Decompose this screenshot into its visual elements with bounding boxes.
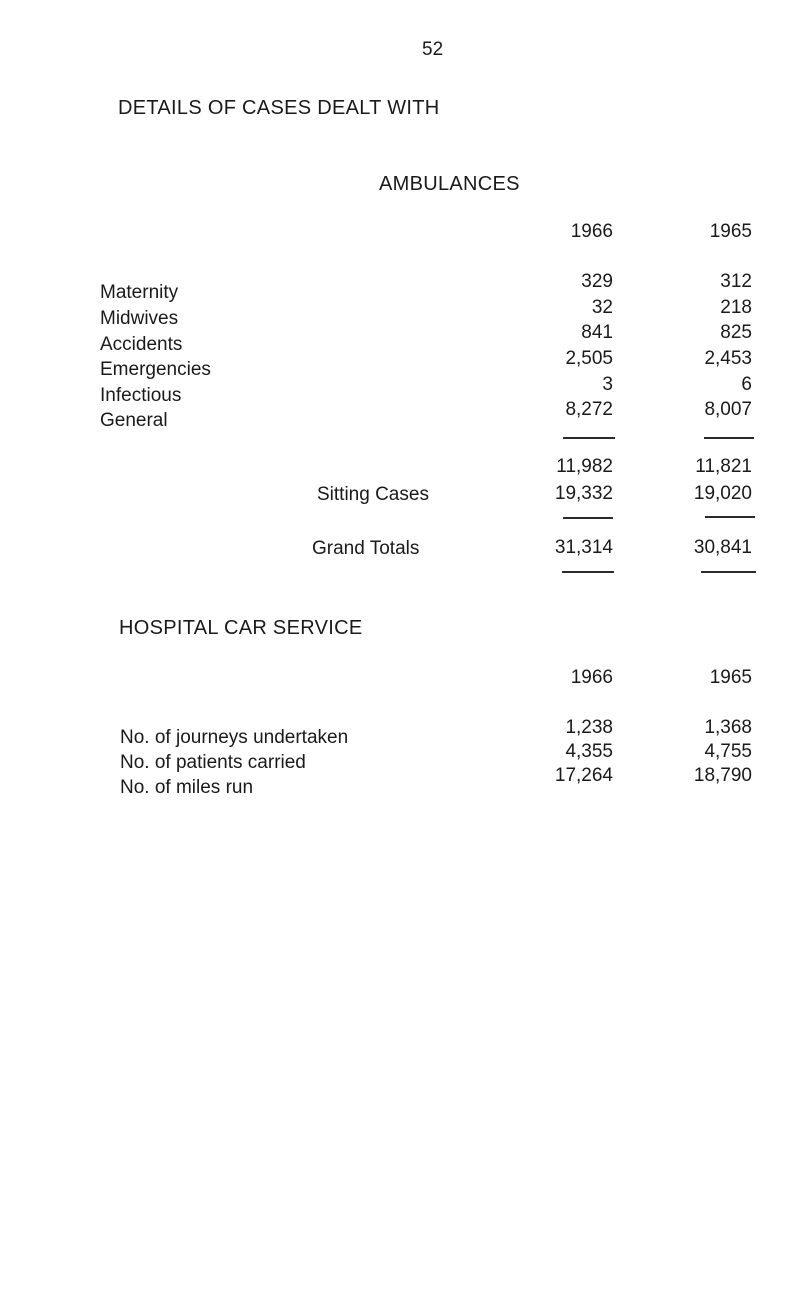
ambulances-col-header-1965: 1965: [709, 221, 752, 242]
row-value-1966: 3: [602, 374, 613, 395]
row-value-1965: 18,790: [693, 765, 752, 786]
row-value-1966: 4,355: [565, 741, 613, 762]
ambulances-col-header-1966: 1966: [570, 221, 613, 242]
row-label: No. of journeys undertaken: [120, 727, 349, 748]
hcs-col-header-1966: 1966: [570, 667, 613, 688]
row-label: Accidents: [100, 334, 183, 355]
hospital-car-service-heading: HOSPITAL CAR SERVICE: [119, 617, 363, 639]
row-value-1966: 8,272: [565, 399, 613, 420]
divider: [562, 571, 614, 573]
row-value-1965: 2,453: [704, 348, 752, 369]
row-value-1966: 1,238: [565, 717, 613, 738]
subtotal-1966: 11,982: [556, 456, 613, 477]
row-value-1965: 8,007: [704, 399, 752, 420]
page-number: 52: [422, 39, 444, 60]
divider: [563, 437, 615, 439]
divider: [563, 517, 613, 519]
row-label: Maternity: [100, 282, 179, 303]
subtotal-1965: 11,821: [695, 456, 752, 477]
divider: [704, 437, 754, 439]
row-value-1965: 1,368: [704, 717, 752, 738]
row-value-1965: 825: [720, 322, 752, 343]
grand-totals-1965: 30,841: [693, 537, 752, 558]
row-value-1966: 329: [581, 271, 613, 292]
sitting-cases-1966: 19,332: [554, 483, 613, 504]
row-value-1965: 6: [741, 374, 752, 395]
row-label: No. of miles run: [120, 777, 254, 798]
row-label: Infectious: [100, 385, 182, 406]
sitting-cases-1965: 19,020: [693, 483, 752, 504]
row-value-1966: 17,264: [554, 765, 613, 786]
divider: [705, 516, 755, 518]
hcs-col-header-1965: 1965: [709, 667, 752, 688]
grand-totals-1966: 31,314: [554, 537, 613, 558]
row-value-1966: 2,505: [565, 348, 613, 369]
row-value-1966: 841: [581, 322, 613, 343]
page-title: DETAILS OF CASES DEALT WITH: [118, 97, 440, 119]
row-value-1965: 4,755: [704, 741, 752, 762]
sitting-cases-label: Sitting Cases: [317, 484, 429, 505]
row-value-1966: 32: [591, 297, 613, 318]
row-label: Emergencies: [100, 359, 211, 380]
row-label: General: [100, 410, 168, 431]
row-label: Midwives: [100, 308, 179, 329]
divider: [701, 571, 756, 573]
row-value-1965: 312: [720, 271, 752, 292]
grand-totals-label: Grand Totals: [312, 538, 420, 559]
row-label: No. of patients carried: [120, 752, 306, 773]
row-value-1965: 218: [720, 297, 752, 318]
ambulances-heading: AMBULANCES: [379, 173, 520, 195]
